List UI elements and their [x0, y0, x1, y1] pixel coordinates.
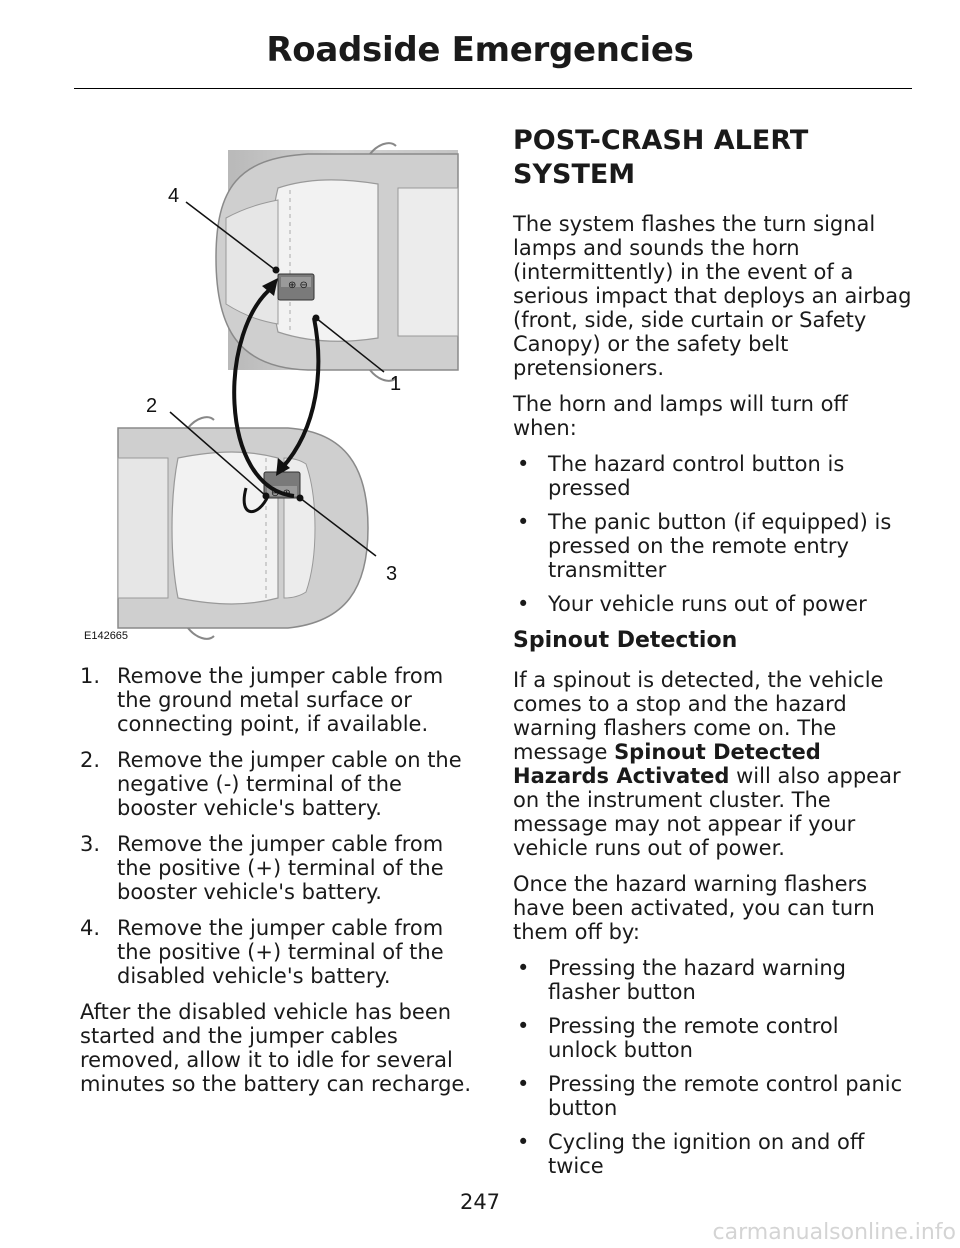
- jumper-cable-diagram: [78, 128, 468, 648]
- jumper-cable-illustration: [78, 128, 468, 648]
- spinout-paragraph: If a spinout is detected, the vehicle comes to a stop and the hazard warning flashers come on. The message Spinout Detected Hazards Activated will also appear on the instrument cluster. The message may not appear if your vehicle runs out of power.: [513, 668, 901, 860]
- list-item: 2. Remove the jumper cable on the negative (-) terminal of the booster vehicle's battery.: [80, 748, 462, 820]
- disabled-vehicle: [216, 143, 458, 381]
- section-heading: POST-CRASH ALERT SYSTEM: [513, 125, 809, 190]
- disabled-vehicle-battery: [278, 274, 314, 300]
- figure-code: E142665: [84, 630, 129, 642]
- callout-3: 3: [386, 563, 398, 585]
- list-item: • The panic button (if equipped) is pressed on the remote entry transmitter: [517, 510, 892, 582]
- watermark: carmanualsonline.info: [712, 1220, 956, 1245]
- list-item: • Pressing the hazard warning flasher button: [517, 956, 846, 1004]
- list-item: 4. Remove the jumper cable from the positive (+) terminal of the disabled vehicle's battery.: [80, 916, 444, 988]
- spinout-message: Spinout Detected Hazards Activated: [513, 740, 821, 788]
- callout-2: 2: [146, 395, 158, 417]
- page-title: Roadside Emergencies: [266, 30, 694, 70]
- off-list: [513, 956, 913, 1178]
- list-item: • The hazard control button is pressed: [517, 452, 845, 500]
- removal-steps: [80, 664, 480, 988]
- intro-paragraph: The system flashes the turn signal lamps and sounds the horn (intermittently) in the event of a serious impact that deploys an airbag (front, side, side curtain or Safety Canopy) or the safety belt pretensioners.: [513, 212, 912, 380]
- turn-off-list: [513, 452, 913, 616]
- callout-1: 1: [390, 373, 402, 395]
- list-item: 1. Remove the jumper cable from the ground metal surface or connecting point, if available.: [80, 664, 444, 736]
- list-item: 3. Remove the jumper cable from the positive (+) terminal of the booster vehicle's battery.: [80, 832, 444, 904]
- callout-4: 4: [168, 185, 180, 207]
- closing-paragraph: After the disabled vehicle has been started and the jumper cables removed, allow it to idle for several minutes so the battery can recharge.: [80, 1000, 472, 1096]
- turn-off-intro: The horn and lamps will turn off when:: [513, 392, 848, 440]
- right-column: [513, 124, 913, 1190]
- header-divider: [74, 88, 912, 89]
- list-item: • Pressing the remote control panic button: [517, 1072, 903, 1120]
- subsection-heading: Spinout Detection: [513, 628, 738, 653]
- list-item: • Your vehicle runs out of power: [517, 592, 867, 616]
- svg-text:⊕ ⊖: ⊕ ⊖: [288, 280, 308, 291]
- list-item: • Pressing the remote control unlock button: [517, 1014, 839, 1062]
- list-item: • Cycling the ignition on and off twice: [517, 1130, 865, 1178]
- svg-text:⊖ ⊕: ⊖ ⊕: [271, 488, 291, 499]
- off-intro: Once the hazard warning flashers have been activated, you can turn them off by:: [513, 872, 875, 944]
- left-column: [80, 664, 480, 1108]
- page-number: 247: [459, 1190, 501, 1214]
